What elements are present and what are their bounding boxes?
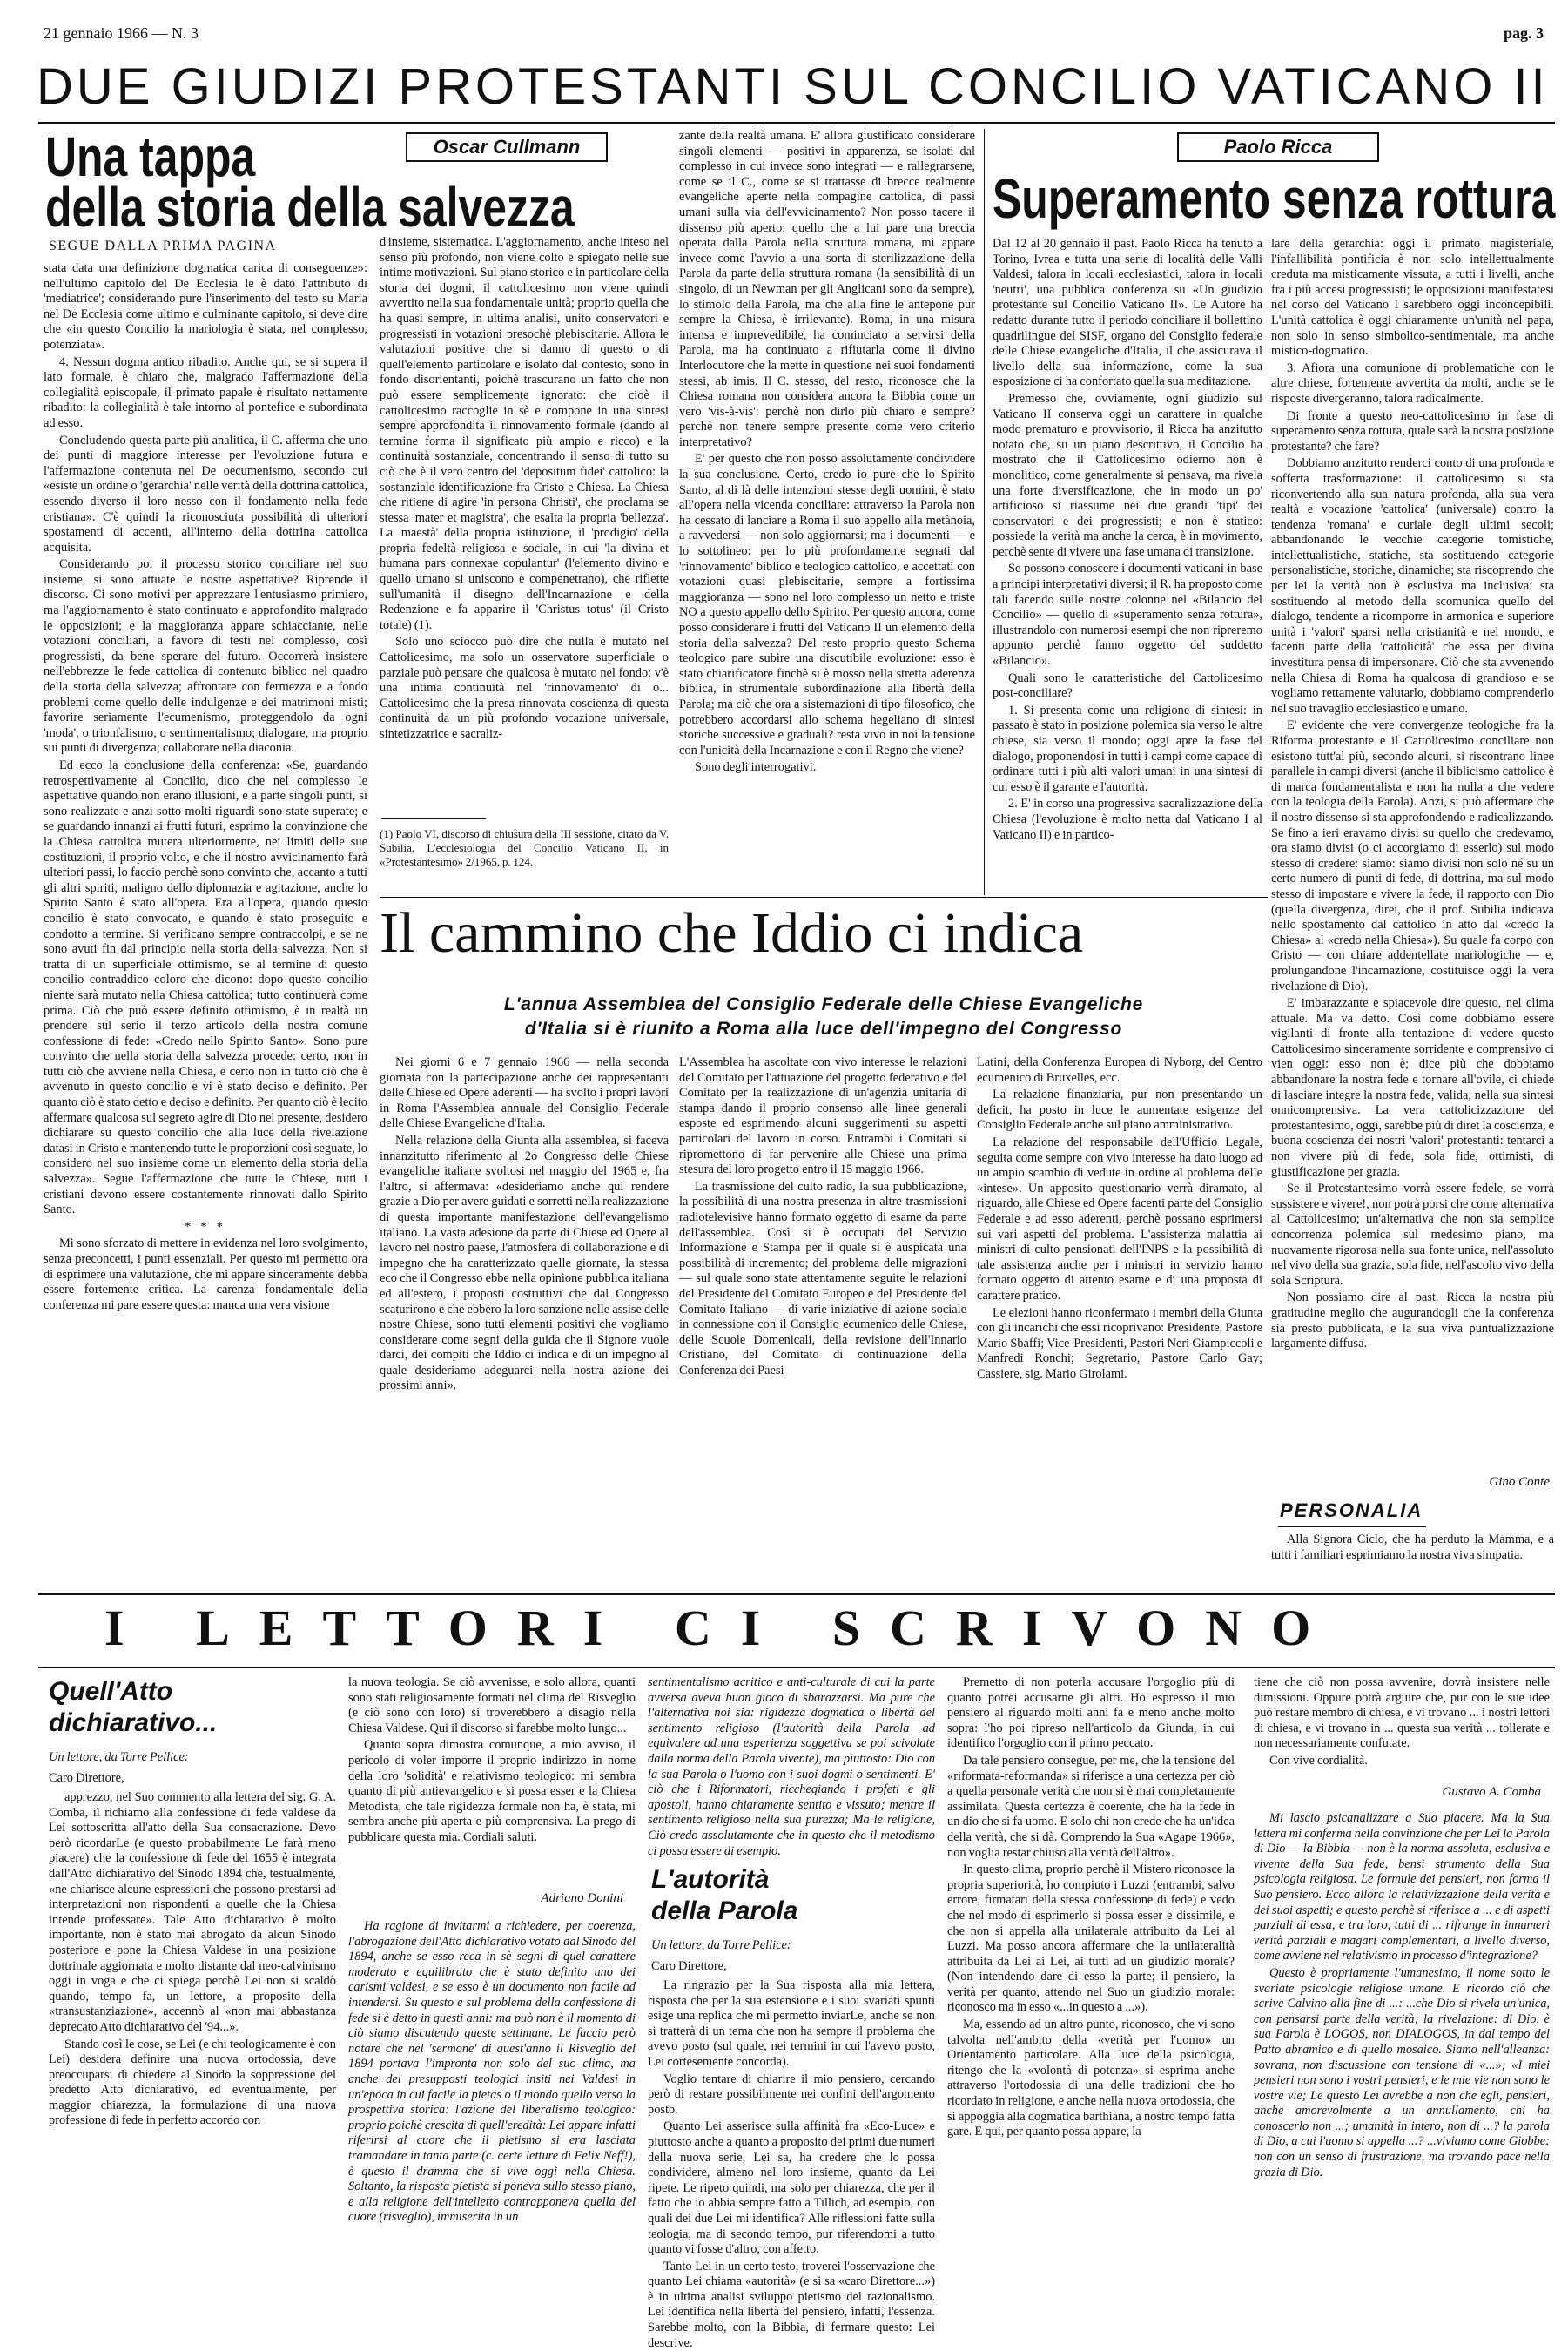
paragraph: Alla Signora Ciclo, che ha perduto la Mamma, e a tutti i familiari esprimiamo la nostra viva simpatia. (1271, 1533, 1554, 1562)
paragraph: Premetto di non poterla accusare l'orgoglio più di quanto potrei accusarne gli altri. Ho espresso il mio pensiero al riguardo molti anni fa e meno anche molto sopra: l'ho poi ripreso nell'articolo da Giunda, in cui identifico l'orgoglio con il primo peccato. (947, 1675, 1235, 1751)
paragraph: Quanto Lei asserisce sulla affinità fra «Eco-Luce» e piuttosto anche a quanto a proposito dei primi due numeri della nuova serie, Lei sa, ha credere che lo possa condividere, almeno nel loro insieme, quanto da Lei ripete. Le ripeto quindi, ma solo per chiarezza, che per il fatto che io abbia sempre fatto a Tillich, ad esempio, con quali dei due Lei mi identifica? Alle riflessioni fatte sulla teologia, ma di secondo tempo, pur riferendomi a tutto quanto vi fosse d'altro, con affetto. (648, 2119, 935, 2257)
middle-article-subtitle-2: d'Italia si è riunito a Roma alla luce dell'impegno del Congresso (524, 1019, 1123, 1039)
letter1-column-1 (49, 1790, 336, 2243)
right-article-title: Superamento senza rottura (993, 167, 1556, 230)
left-article-title-line2: della storia della salvezza (45, 176, 575, 239)
middle-article-column-3 (977, 1055, 1262, 1578)
paragraph: Nella relazione della Giunta alla assemblea, si faceva innanzitutto riferimento al 2o Congresso delle Chiese evangeliche italiane svoltosi nel maggio del 1965 e, fra l'altro, si affermava: «desideriamo anche qui rendere grazie a Dio per avere guidati e sorretti nella realizzazione di questa importante manifestazione dell'evangelismo italiano. La vasta adesione da parte di Chiese ed Opere al lavoro nel nostro paese, l'atmosfera di collaborazione e di impegno che ha caratterizzato quelle giornate, la stessa eco che il Congresso ebbe nella opinione pubblica italiana ed all'estero, i proposti costruttivi che dal Congresso scaturirono e che ebbero la loro sanzione nelle assise delle nostre Chiese, sono tutti elementi positivi che vogliamo considerare come segni della guida che il Signore vuole darci, dei compiti che Iddio ci indica e di un impegno al quale desideriamo adeguarci nella nostra azione dei prossimi anni». (380, 1133, 669, 1393)
paragraph: Con vive cordialità. (1269, 1753, 1368, 1768)
paragraph: La relazione finanziaria, pur non presentando un deficit, ha posto in luce le aumentate esigenze del Consiglio Federale anche sul piano amministrativo. (977, 1088, 1262, 1133)
page-banner: DUE GIUDIZI PROTESTANTI SUL CONCILIO VATICANO II (37, 58, 1549, 115)
paragraph: Nei giorni 6 e 7 gennaio 1966 — nella seconda giornata con la partecipazione anche dei rappresentanti delle Chiese ed Opere aderenti — ha svolto i propri lavori in Roma l'Assemblea annuale del Consiglio Federale delle Chiese Evangeliche d'Italia. (380, 1055, 669, 1131)
paragraph: stata data una definizione dogmatica carica di conseguenze»: nell'ultimo capitolo del De Ecclesia le è dato l'attributo di 'mediatrice'; considerando pure l'inserimento del testo su Maria nel De Ecclesia come ultimo e culminante capitolo, si deve dire che «in questo Concilio la mariologia è stata, nel complesso, potenziata». (44, 261, 367, 352)
paragraph: Ed ecco la conclusione della conferenza: «Se, guardando retrospettivamente al Concilio, dico che nel complesso le aspettative quando non erano illusioni, e a parte singoli punti, si sono realizzate e anzi sotto molti riguardi sono state superate; e se guardando innanzi ai frutti futuri, esprimo la convinzione che la Chiesa cattolica mutera ulteriormente, nei limiti delle sue costituzioni, il proprio volto, e che il nostro avvicinamento farà ulteriori passi, lo faccio perchè sono convinto che, accanto a tutti gli altri spiriti, maligno dello diplomazia e agitazione, anche lo Spirito Santo è stato all'opera. Era all'opera, quando questo concilio è stato convocato, e quando è stato proseguito e condotto a termine. Si verificano sempre contraccolpi, e se ne sono avuti fin dal principio nella storia della salvezza. Non si tratta di un superficiale ottimismo, se al termine di questo concilio contraddico coloro che dicono: dopo questo concilio niente sarà mutato nella Chiesa cattolica; tutto continuerà come prima. Ciò che può essere definito ottimismo, è in realtà un prendere sul serio il terzo articolo della nostra comune confessione di fede: «Credo nello Spirito Santo». Sono pure convinto che nella storia della salvezza procede: certo, non in tutti ciò che avviene nella Chiesa, e certo non in tutto ciò che è avvenuto in questo concilio e vi è stato deciso e definito. Per quanto ciò è stato detto e deciso e definito. Per quanto ciò è lecito affermare qualcosa sul segreto agire di Dio nel presente, desidero dichiarare su questo concilio che alla luce della rivelazione datasi in Cristo e mantenendo tutte le proporzioni così seguate, lo considero nel suo insieme come un elemento della storia della salvezza». Segue l'affermazione che tutte le Chiese, tutti i cristiani devono essere costantemente rinnovati dallo Spirito Santo. (44, 758, 367, 1217)
paragraph: Premesso che, ovviamente, ogni giudizio sul Vaticano II conserva oggi un carattere in qualche modo prematuro e provvisorio, il Ricca ha anzitutto notato che, su un piano descrittivo, il Concilio ha mostrato che il Cattolicesimo odierno non è monolitico, come generalmente si pensava, ma rivela una forte diversificazione, che in modo un po' artificioso si riassume nei due grandi 'tipi' dei conservatori e dei progressisti; e non è statico: possiede la verità ma anche la cerca, è in movimento, perchè sente di vivere una fase umana di transizione. (993, 391, 1262, 559)
letters-top-rule (38, 1593, 1555, 1595)
paragraph: E' evidente che vere convergenze teologiche fra la Riforma protestante e il Cattolicesimo conciliare non esistono tutt'al più, secondo alcuni, si riscontrano linee parallele in campi diversi (anche il biblicismo cattolico è di marca fondamentalista e non ha nulla a che vedere con la teologia della Parola). Anzi, si può affermare che il nostro dissenso si sta approfondendo e radicalizzando. Se fino a ieri eravamo divisi su quello che credevamo, ora siamo divisi (o ci accorgiamo di esserlo) sul modo stesso di credere: siamo: siamo divisi non solo né su un certo numero di punti di fede, di dottrina, ma sul modo stesso di impostare e vivere la fede, il rapporto con Dio (quella divergenza, direi, che il prof. Subilia indicava nello spostamento dal cattolico in atto dal «credo la Chiesa» al «credo nella Chiesa»). Su quale fa corpo con Cristo — con chiare addentellate mariologiche — e, prolungandone l'incarnazione, costituisce oggi la vera rivelazione di Dio). (1271, 718, 1554, 994)
left-article-title-line1: Una tappa (45, 125, 256, 188)
personalia-text (1271, 1533, 1554, 1581)
paragraph: sentimentalismo acritico e anti-culturale di cui la parte avversa aveva buon gioco di sbarazzarsi. Ma pure che l'alternativa noi sia: rigidezza dogmatica o libertà del sentimento religioso (l'autorità della Parola ad equivalere ad una esperienza soggettiva se poi scivolate dalla norma della Parola vivente), ma piuttosto: Dio con la sua Parola o l'uomo con i suoi dogmi o sentimenti. E' ciò che i Riformatori, ricchegiando i profeti e gli apostoli, hanno chiaramente sentito e vissuto; mentre il sentimento religioso nella sua purezza; Ma le religione, Ciò credo assolutamente che in questo che il metodismo ci possa essere di esempio. (648, 1675, 935, 1858)
right-article-column-1 (993, 237, 1262, 899)
middle-article-subtitle-1: L'annua Assemblea del Consiglio Federale delle Chiese Evangeliche (503, 994, 1144, 1014)
paragraph: Di fronte a questo neo-cattolicesimo in fase di superamento senza rottura, quale sarà la nostra posizione protestante? che fare? (1271, 408, 1554, 454)
paragraph: 1. Si presenta come una religione di sintesi: in passato è stato in posizione polemica sia verso le altre chiese, sia verso il mondo; oggi apre la fase del dialogo, proponendosi in tutti i campi come capace di ordinare tutti i più alti valori umani in una sintesi di cui esso è il garante e l'autorità. (993, 703, 1262, 794)
paragraph: Non possiamo dire al past. Ricca la nostra più gratitudine meglio che augurandogli che la conferenza sia presto pubblicata, e la sua viva puntualizzazione largamente diffusa. (1271, 1290, 1554, 1351)
paragraph: Quali sono le caratteristiche del Cattolicesimo post-conciliare? (993, 670, 1262, 701)
banner-rule (38, 122, 1555, 124)
middle-article-column-2 (679, 1055, 966, 1578)
paragraph: Latini, della Conferenza Europea di Nyborg, del Centro ecumenico di Bruxelles, ecc. (977, 1055, 1262, 1085)
paragraph: d'insieme, sistematica. L'aggiornamento, anche inteso nel senso più profondo, non viene colto e spiegato nelle sue intime motivazioni. Sul piano storico e in particolare della storia dei dogmi, il cattolicesimo non viene quindi avvertito nella sua fondamentale unità; propriо quella che ha quasi sempre, in ultima analisi, unito conservatori e progressisti in votazioni presochè plebiscitarie. Allora le valutazioni positive che si danno di questo o di quell'elemento particolare e isolato dal contesto, sono in fondo disorientanti, poichè trascurano un fatto che non può essere semplicemente ignorato: che cioè il cattolicesimo raccoglie in sè e compone in una sintesi sempre approfondita il rinnovamento formale (dando al termine forma il significato più ampio e ricco) e la continuità sostanziale, concentrando il senso di tutto su ciò che è il vero centro del 'depositum fidei' cattolico: la sostanziale identificazione fra Cristo e Chiesa. La Chiesa che ritiene di agire 'in persona Christi', che proclama se stessa 'mater et magistra', che esalta la propria 'bellezza'. La 'maestà' della propria istituzione, il 'prodigio' della propria fedeltà religiosa e sociale, in cui 'la divina et humana pars connexae copulantur' (l'elemento divino e quello umano si uniscono e compenetrano), che riflette sull'umanità il disegno dell'Incarnazione e della Redenzione e fa apparire il 'Christus totus' (il Cristo totale) (1). (380, 235, 669, 632)
paragraph: Quanto sopra dimostra comunque, a mio avviso, il pericolo di voler imporre il proprio indirizzo in nome della loro 'solidità' e relativismo teologico: mi sembra quanto di più antievangelico e si possa esser e la Chiesa Metodista, che tale rigidezza formale non ha, è stata, mi sembra anche più aperta e più comprensiva. La prego di pubblicare questa mia. Cordiali saluti. (348, 1738, 636, 1844)
paragraph: 4. Nessun dogma antico ribadito. Anche qui, se si supera il lato formale, è chiaro che, malgrado l'affermazione della collegialità episcopale, il primato papale è risultato nettamente ribadito: la collegialità è tale intorno al pontefice e subordinata ad esso. (44, 354, 367, 430)
letters-bottom-rule (38, 1667, 1555, 1668)
letter2-signature: Gustavo A. Comba (1442, 1785, 1541, 1799)
letter2-column-4 (1254, 1675, 1550, 1780)
paragraph: Voglio tentare di chiarire il mio pensiero, cercando però di restare possibilmente nei confini dell'argomento posto. (648, 2071, 935, 2117)
paragraph: Da tale pensiero consegue, per me, che la tensione del «riformata-reformanda» si riferisce a una certezza per ciò a quella personale verità che non si è mai completamente assimilata. Questa certezza è coerente, che ha la fede in un dio che si fa uomo. E solo chi non crede che ha un'idea della verità, che si dà. Comprendo la Sua «Agape 1966», non voglia restar chiuso alla verità dell'altro». (947, 1753, 1235, 1860)
paragraph: Se possono conoscere i documenti vaticani in base a principi interpretativi diversi; il R. ha proposto come tali facendo sulle nostre colonne nel «Bilancio del Concilio» — quello di «superamento senza rottura», illustrandolo con numerosi esempi che non ripreremo appunto perchè fanno oggetto del suddetto «Bilancio». (993, 562, 1262, 669)
middle-article-top-rule (380, 897, 1268, 898)
issue-date: 21 gennaio 1966 — N. 3 (44, 24, 199, 42)
letter2-column-1 (648, 1978, 935, 2350)
left-article-column-3 (679, 129, 975, 888)
paragraph: Tanto Lei in un certo testo, troverei l'osservazione che quanto Lei chiama «autorità» (e si sa «caro Direttore...») è in ultima analisi sviluppo pietismo del razionalismo. Lei identifica nella libertà del pensiero, infatti, l'essenza. Sarebbe molto, con la Bibbia, di fermare questo: Lei descrive. (648, 2259, 935, 2350)
paragraph: tiene che ciò non possa avvenire, dovrà insistere nelle dimissioni. Oppure potrà arguire che, pur con le sue idee può restare membro di chiesa, e vi trovano ... i nostri lettori di chiesa, e vi trovano in ... questa sua verità ... tollerate e non necessariamente confutate. (1254, 1675, 1550, 1751)
paragraph: La trasmissione del culto radio, la sua pubblicazione, la possibilità di una nostra presenza in altre trasmissioni radiotelevisive hanno formato oggetto di esame da parte dell'assemblea. Così si è occupati del Servizio Informazione e Stampa per il quale si è auspicata una possibilità di incremento; del problema delle migrazioni — sul quale sono state attentamente seguite le relazioni del Presidente del Comitato Europeo e del Presidente del Comitato Italiano — di varie iniziative di azione sociale in connessione con il Consiglio ecumenico delle Chiese, delle Scuole Domenicali, della revisione dell'Innario Cristiano, del Comitato di continuazione della Conferenza dei Paesi (679, 1179, 966, 1378)
paragraph: Ha ragione di invitarmi a richiedere, per coerenza, l'abrogazione dell'Atto dichiarativo votato dal Sinodo del 1894, anche se esso reca in sè segni di quel carattere moderato e equilibrato che è stato definito uno dei carismi valdesi, e se esso è un documento non facile ad intendersi. Su questo e sul problema della confessione di fede si è detto in questi anni: ma può non è il momento di ciò siamo discutendo queste settimane. Le faccio però notare che nel 'sermone' di quest'anno il Risveglio del 1894 portava l'impronta non solo del suo clima, ma anche dei presupposti teologici insiti nei Valdesi in un'epoca in cui facile la pietas o il mondo quello verso la prospettiva storica: l'azione del liberalismo teologico: proprio poichè crescita di quell'eredità: Lei appare infatti riferirsi al cuore che il pietismo si era lasciata tramandare in tanta parte (c. certe letture di Felix Neff!), è questo il dramma che si vive oggi nella Chiesa. Soltanto, la risposta pietista si poneva sullo stesso piano, e alla religione dell'intelletto contrapponeva quella del cuore (risveglio), immiserita in un (348, 1919, 636, 2225)
paragraph: E' imbarazzante e spiacevole dire questo, nel clima attuale. Ma va detto. Così come dobbiamo essere vigilanti di fronte alla tentazione di vedere questo Cattolicesimo sinceramente sorridente e comprensivo ci vien oggi: esso non è; dice più che dobbiamo abbandonare la nostra fede e tornare all'ovile, ci chiede di lasciare integre la nostra fede, valida, nella sua sintesi onnicomprensiva. La vera cattolicizzazione del protestantesimo, oggi, sarebbe più di diret la coscienza, e buona coscienza dei nostri 'valori' protestanti: tentarci a non vivere più di fede, sola fide, ottimisti, di giustificazione per grazia. (1271, 996, 1554, 1179)
letter2-salutation: Caro Direttore, (651, 1959, 727, 1973)
paragraph: 2. E' in corso una progressiva sacralizzazione della Chiesa (l'evoluzione è molto netta dal Vaticano I al Vaticano II) e in partico- (993, 797, 1262, 842)
letter1-editor-reply (348, 1919, 636, 2243)
paragraph: Stando così le cose, se Lei (e chi teologicamente è con Lei) desidera definire una nuova ortodossia, deve preoccuparsi di chiedere al Sinodo la soppressione del predetto Atto dichiarativo, ed eventualmente, per maggior chiarezza, la formulazione di una nuova professione di fede in perfetto accordo con (49, 2037, 336, 2128)
paragraph: zante della realtà umana. E' allora giustificato considerare singoli elementi — positivi in apparenza, se isolati dal complesso in cui invece sono integrati — e rallegrarsene, come se il C., come se si trattasse di brecce realmente evangeliche aperte nella compagine cattolica, di passi umani sulla via dell'evvicinamento? Non posso tacere il dissenso più aperto: quello che a lui pare una breccia operata dalla Parola nella struttura romana, mi appare invece come l'avvio a una sorta di sterilizzazione della Parola da parte della struttura romana (la sensibilità di un singolo, di un Newman per gli Anglicani sono da sempre), lo stimolo della Parola, ma che alla fine le antepone pur sempre la Chiesa, è irrilevante). Roma, in una misura intensa e imprevedibile, ha cominciato a servirsi della Parola, ma ha continuato a rifiutarla come il divino Interlocutore che la mette in questione nei suoi fondamenti stessi, ab imis. Il C. stesso, del resto, riconosce che la Chiesa romana non considera ancora la Bibbia come un vero 'vis-à-vis': perchè non dirlo più chiaro e sempre? perchè non tenere sempre presente come vero criterio interpretativo? (679, 129, 975, 449)
paragraph: La ringrazio per la Sua risposta alla mia lettera, risposta che per la sua estensione e i suoi svariati spunti esige una replica che mi permetto inviarLe, anche se non si tratterà di un tema che non ha sempre il problema che avevo posto (sul quale, nei termini in cui l'avevo posto, Lei cortesemente concorda). (648, 1978, 935, 2069)
middle-article-title: Il cammino che Iddio ci indica (380, 901, 1084, 965)
right-article-signature: Gino Conte (1489, 1475, 1550, 1489)
letter1-signature: Adriano Donini (541, 1891, 623, 1905)
letter1-column-2 (348, 1675, 636, 1884)
paragraph: lare della gerarchia: oggi il primato magisteriale, l'infallibilità pontificia è non solo intellettualmente creduta ma misticamente vissuta, a tutti i livelli, anche fra i più accesi progressisti; le opposizioni manifestatesi nel corso del Vaticano I sarebbero oggi inconcepibili. L'unità cattolica è oggi chiaramente un'unità nel papa, non solo in senso simbolico-sentimentale, ma anche mistico-dogmatico. (1271, 237, 1554, 359)
letters-banner: I LETTORI CI SCRIVONO (104, 1600, 1341, 1656)
paragraph: Concludendo questa parte più analitica, il C. afferma che uno dei punti di maggiore interesse per l'evoluzione futura e l'affermazione contenuta nel De oecumenismo, secondo cui «esiste un ordine o 'gerarchia' nelle verità della dottrina cattolica, essendo diverso il loro nesso con il fondamento nella fede cristiana». C'è quindi la riconosciuta possibilità di ulteriori spostamenti di accenti, all'interno della dottrina cattolica acquisita. (44, 433, 367, 555)
paragraph: Le elezioni hanno riconfermato i membri della Giunta con gli incarichi che essi ricoprivano: Presidente, Pastore Mario Sbaffi; Vice-Presidenti, Pastori Neri Giampiccoli e Manfredi Ronchi; Segretario, Pastore Carlo Gay; Cassiere, sig. Mario Girolami. (977, 1305, 1262, 1381)
paragraph: Considerando poi il processo storico conciliare nel suo insieme, si sono attuate le nostre aspettative? Riprende il discorso. Ci sono motivi per apprezzare l'entusiasmo primiero, ma l'aggiornamento è stato continuato e approfondito malgrado le opposizioni; e la maggioranza appare schiacciante, nelle votazioni conciliari, a favore di testi nel complesso, così progressisti, da bene sperare del futuro. Occorrerà insistere nell'ebbrezze le fede cattolica di contenuto biblico nel quadro della storia della salvezza; affrontare con fermezza e a fondo problemi come quello delle indulgenze e dei matrimoni misti; favorire seriamente l'ecumenismo, proteggendolo da ogni 'moda', o trionfalismo, o sentimentalismo; dialogare, ma proprio sui punti di divergenza; collaborare nella diaconia. (44, 557, 367, 756)
paragraph: Ma, essendo ad un altro punto, riconosco, che vi sono talvolta nell'ambito della «verità per l'uomo» un Orientamento particolare. Alla luce della psicologia, ritengo che la «volontà di potenza» si esprima anche attraverso l'ortodossia di una delle tradizioni che ho ricordato in religione, e anche nella nuova ortodossia, che si appoggia alla dogmatica barthiana, a nostro tempo fatta gare. E qui, per quanto possa appare, la (947, 2018, 1235, 2139)
letter1-heading-1: Quell'Atto (49, 1677, 173, 1706)
continued-from-front: SEGUE DALLA PRIMA PAGINA (49, 239, 277, 253)
paragraph: Dobbiamo anzitutto renderci conto di una profonda e sofferta trasformazione: il cattolicesimo si sta riconvertendo alla sua natura profonda, alla sua vera realtà e vocazione 'cattolica' (universale) contro la tendenza 'romana' e curiale degli ultimi secoli; abbandonando le vecchie categorie tomistiche, intellettualistiche, statiche, sta sostituendo categorie personalistiche, storiche, dinamiche; sta riscoprendo che per lei la verità non è esclusiva ma inclusiva: sta sostituendo al metodo della scomunica quello del dialogo, tendente a ricomporre in armonica e superiore unità i 'valori' sparsi nella cristianità e nel mondo, e facenti parte della 'cattolicità' che essa per divina investitura pensa di impersonare. Ciò che sta avvenendo nella Chiesa di Roma ha qualcosa di grandioso e se vogliamo rettamente valutarlo, dobbiamo comprenderlo nel suo travaglio ecclesiastico e umano. (1271, 456, 1554, 716)
section-separator: * * * (185, 1219, 226, 1234)
letter2-column-2 (947, 1675, 1235, 2243)
letter1-salutation: Caro Direttore, (49, 1771, 124, 1785)
right-article-column-2 (1271, 237, 1554, 1473)
letter2-heading-1: L'autorità (651, 1865, 770, 1894)
middle-article-column-1 (380, 1055, 669, 1578)
article-divider-vertical (984, 129, 985, 895)
letter1-from: Un lettore, da Torre Pellice: (49, 1750, 189, 1764)
paragraph: 3. Afiora una comunione di problematiche con le altre chiese, fortemente avvertita da molti, anche se le risposte divergeranno, talora radicalmente. (1271, 360, 1554, 406)
page-number: pag. 3 (1503, 24, 1544, 42)
footnote-rule (381, 818, 486, 819)
letter2-from: Un lettore, da Torre Pellice: (651, 1938, 791, 1952)
paragraph: Solo uno sciocco può dire che nulla è mutato nel Cattolicesimo, ma solo un osservatore superficiale o parziale può pensare che qualcosa è mutato nel fondo: v'è una intima continuità nel 'rinnovamento' di o... Cattolicesimo che la presa rinnovata coscienza di questa continuità da un più profondo vocazione universale, sintetizzatrice e sacraliz- (380, 635, 669, 741)
letter1-reply-continued (648, 1675, 935, 1858)
letter2-heading-2: della Parola (651, 1896, 798, 1925)
left-article-column-1 (44, 261, 367, 1506)
paragraph: Se il Protestantesimo vorrà essere fedele, se vorrà sussistere e vivere!, non potrà porsi che come alternativa al Cattolicesimo; un'alternativa che non sia semplice concorrenza polemica sul medesimo piano, ma nuovamente rigorosa nella sua fonte unica, nell'assoluto nel vivo della sua grazia, sola fide, nell'ascolto vivo della sola Scriptura. (1271, 1182, 1554, 1288)
personalia-heading: PERSONALIA (1280, 1499, 1423, 1521)
paragraph: In questo clima, proprio perchè il Mistero riconosce la propria superiorità, ho compiuto i Luzzi (entrambi, salvo errore, firmatari della stessa confessione di fede) e vedo che nel modo di esprimerlo si possa esser e dissimile, e che non si appella alla unilaterale attribuito da Lei al Luzzi. Ma posso ancora affermare che la unilateralità attribuita da Lei ai Lei, ai tutti ad un giudizio morale? (Non intendendo dare di esso la parte; il pensiero, la verità per quanto, attendo nel Suo un giudizio morale: riconosco ma in esso «...in questo a ...»). (947, 1863, 1235, 2015)
paragraph: La relazione del responsabile dell'Ufficio Legale, seguita come sempre con vivo interesse ha dato luogo ad un ampio scambio di vedute in ordine al problema delle «intese». Un apposito questionario verrà diramato, al riguardo, alle Chiese ed Opere facenti parte del Consiglio Federale e ad esso aderenti, perchè possano esprimersi sui vari aspetti del problema. L'assistenza malattia ai ministri di culto pensionati dell'INPS e la possibilità di tale assistenza anche per i ministri in servizio hanno formato oggetto di attento esame e di una proposta di carattere pratico. (977, 1135, 1262, 1303)
paragraph: Mi sono sforzato di mettere in evidenza nel loro svolgimento, senza preconcetti, i punti essenziali. Per questo mi permetto ora di esprimere una valutazione, che mi appare sinceramente debba essere fortemente critica. La carenza fondamentale della conferenza mi pare essere questa: manca una vera visione (44, 1236, 367, 1312)
paragraph: L'Assemblea ha ascoltate con vivo interesse le relazioni del Comitato per l'attuazione del progetto federativo e del Comitato per la realizzazione di un'agenzia unitaria di stampa dando il proprio consenso alle linee generali esposte ed esprimendo alcuni suggerimenti su aspetti particolari del lavoro in corso. Entrambi i Comitati si ripromettono di far pervenire alle Chiese una prima stesura del loro progetto entro il 15 maggio 1966. (679, 1055, 966, 1177)
left-article-column-2 (380, 235, 669, 817)
paragraph: Mi lascio psicanalizzare a Suo piacere. Ma la Sua lettera mi conferma nella convinzione che per Lei la Parola di Dio — la Bibbia — non è la norma assoluta, esclusiva e vivente della Sua fede, bensì strumento della Sua psicologia religiosa. Le formule dei pensieri, non forma il Suo pensiero. Ecco allora la relativizzazione della verità e dei suoi aspetti; e questo perchè si riferisce a ... e di aspetti parziali di essa, e tra loro, tutti di ... rifrange in innumeri verità parziali e magari complementari, a livello diverso, come avviene nel relativismo in processo d'integrazione? (1254, 1811, 1550, 1964)
letter2-editor-reply (1254, 1811, 1550, 2243)
paragraph: Dal 12 al 20 gennaio il past. Paolo Ricca ha tenuto a Torino, Ivrea e tutta una serie di località delle Valli Valdesi, talora in locali ecclesiastici, talora in locali 'neutri', una pubblica conferenza su «Un giudizio protestante sul Concilio Vaticano II». Le Autore ha redatto durante tutto il periodo conciliare il bollettino quadrilingue del SISF, organo del Consiglio federale delle Chiese evangeliche d'Italia, il che assicurava il livello della sua informazione, come la sua esposizione ci ha confortato quella sua meditazione. (993, 237, 1262, 389)
letter1-heading-2: dichiarativo... (49, 1708, 218, 1737)
paragraph: Questo è propriamente l'umanesimo, il nome sotto le svariate psicologie religiose umane. E ricordo ciò che scrive Calvino alla fine di ...: ...che Dio si rivela un'unica, con pensarsi parte della verità; la rivelazione: di Dio, è sua Parola è LOGOS, non DIALOGOS, in dal tempo del Patto abramico e di quello mosaico. Siamo nell'alleanza: sovrana, non discussione con tensione di «...»; «I miei pensieri non sono i vostri pensieri, e le mie vie non sono le vostre vie; Le questo Lei avrebbe a non che egli, pensieri, anche amorevolmente a un annullamento, chi ha conoscerlo non ...; umanità in intero, non di ...? la parola di Dio, a cui l'uomo si appella ...? ...viviamo come Giobbe: non con un senso di frustrazione, ma trovando pace nella grazia di Dio. (1254, 1965, 1550, 2179)
paragraph: la nuova teologia. Se ciò avvenisse, e solo allora, quanti sono stati religiosamente formati nel clima del Risveglio (e ciò sono con loro) si troverebbero a disagio nella Chiesa Valdese. Qui il discorso si farebbe molto lungo... (348, 1675, 636, 1735)
personalia-underline (1278, 1526, 1426, 1527)
paragraph: apprezzo, nel Suo commento alla lettera del sig. G. A. Comba, il richiamo alla confessione di fede valdese da Lei sottoscritta all'atto della Sua consacrazione. Devo però ricordarLe (e questo probabilmente Le farà meno piacere) che la confessione di fede del 1655 è integrata dall'Atto dichiarativo del Sinodo 1894 che, testualmente, «ne chiarisce alcune espressioni che possono prestarsi ad interpretazioni non rispondenti a quelle che la Chiesa intende professare». Tale Atto dichiarativo è molto importante, non è stato mai abrogato da alcun Sinodo posteriore e pone la Chiesa Valdese in una posizione dottrinale aggiornata e molto distante dal neo-calvinismo oggi in voga e che ci spiega perchè Lei non si scaldò quando, tempo fa, un lettore, a proposito della «transustanziazione», accennò al «non mai abbastanza deprecato Atto dichiarativo del '94...». (49, 1790, 336, 2034)
footnote: (1) Paolo VI, discorso di chiusura della III sessione, citato da V. Subilia, L'ecclesiologia del Concilio Vaticano II, in «Protestantesimo» 2/1965, p. 124. (380, 827, 669, 868)
paragraph: E' per questo che non posso assolutamente condividere la sua conclusione. Certo, credo io pure che lo Spirito Santo, al di là delle intenzioni stesse degli uomini, è stato all'opera nella vicenda conciliare: attraverso la Parola non ha cessato di lanciare a Roma il suo appello alla metànoia, a ravvedersi — non solo aggiornarsi; ma i documenti — e lo sottolineo: per lo più profondamente segnati dal 'rinnovamento' biblico e teologico cattolico, e accettati con votazioni quasi plebiscitarie, sempre a fortissima maggioranza — sono nel loro complesso un netto e triste NO a questo appello dello Spirito. Per questo ancora, come posso considerare i frutti del Vaticano II un elemento della storia della salvezza? Del resto proprio questo Schema teologico pare subire una discutibile evoluzione: esso è stato chiarificatore finchè si è mosso nella stretta aderenza biblica, in strumentale subordinazione alla libertà della Parola; ma ciò che ora a sistemazioni di tipo filosofico, che potrebbero accordarsi allo schema hegeliano di sintesi storiche successive e graduali? resta vivo in noi la tensione con l'unicità della Incarnazione e con il Regno che viene? (679, 452, 975, 758)
right-article-author: Paolo Ricca (1177, 132, 1379, 162)
left-article-author: Oscar Cullmann (406, 132, 608, 162)
paragraph: Sono degli interrogativi. (695, 760, 817, 775)
